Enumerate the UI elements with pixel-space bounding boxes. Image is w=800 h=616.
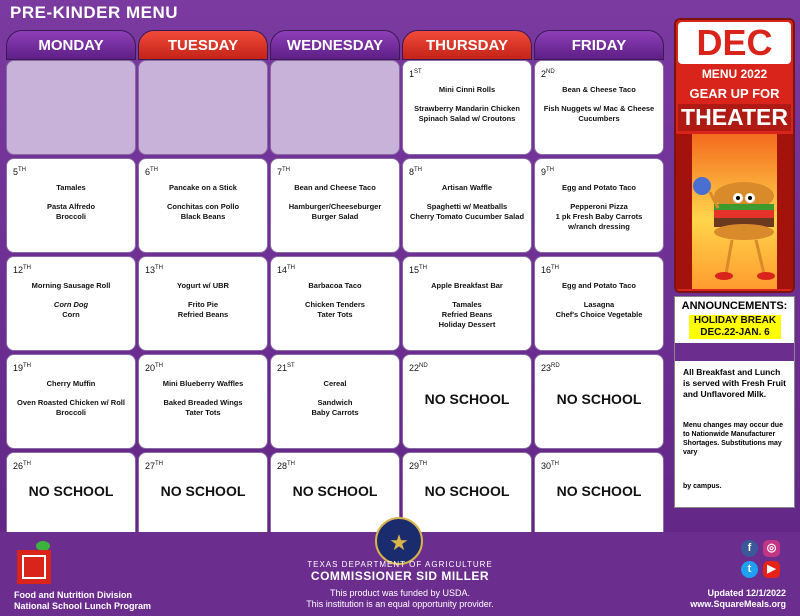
menu-item: Corn <box>62 310 80 319</box>
day-cell <box>534 60 664 155</box>
date-number: 26TH <box>13 461 32 471</box>
menu-items <box>275 183 395 222</box>
menu-item: Cherry Tomato Cucumber Salad <box>409 212 525 221</box>
menu-item: Egg and Potato Taco <box>561 183 637 192</box>
menu-item: Baby Carrots <box>311 408 359 417</box>
menu-item: Tamales <box>452 300 482 309</box>
menu-item: Yogurt w/ UBR <box>177 281 229 290</box>
no-school-label: NO SCHOOL <box>424 483 510 499</box>
menu-items <box>539 85 659 124</box>
date-number: 20TH <box>145 363 164 373</box>
menu-items <box>143 379 263 418</box>
day-header-friday: FRIDAY <box>534 30 664 60</box>
usda-note: This product was funded by USDA. <box>329 588 471 598</box>
menu-item: Mini Blueberry Waffles <box>162 379 244 388</box>
program-name: National School Lunch Program <box>14 601 152 611</box>
menu-item: Frito Pie <box>187 300 218 309</box>
day-cell <box>534 354 664 449</box>
divider <box>675 343 794 361</box>
day-cell <box>138 60 268 155</box>
change-note: Menu changes may occur due to Nationwide Manufacturer Shortages. Substitutions may vary <box>683 422 783 456</box>
day-cell <box>6 60 136 155</box>
day-header-wednesday: WEDNESDAY <box>270 30 400 60</box>
date-number: 30TH <box>541 461 560 471</box>
day-header-thursday: THURSDAY <box>402 30 532 60</box>
instagram-icon[interactable]: ◎ <box>763 540 780 557</box>
date-number: 28TH <box>277 461 296 471</box>
menu-item: Tater Tots <box>317 310 353 319</box>
theme-panel <box>674 18 795 293</box>
menu-item: Lasagna <box>583 300 615 309</box>
menu-item: Oven Roasted Chicken w/ Roll <box>17 398 125 407</box>
day-cell <box>402 256 532 351</box>
campus-note: by campus. <box>683 483 722 490</box>
announcements-box <box>674 296 795 508</box>
date-number: 13TH <box>145 265 164 275</box>
date-number: 19TH <box>13 363 32 373</box>
date-number: 29TH <box>409 461 428 471</box>
date-number: 23RD <box>541 363 560 373</box>
department-name: TEXAS DEPARTMENT OF AGRICULTURE <box>307 560 493 569</box>
date-number: 6TH <box>145 167 159 177</box>
no-school-label: NO SCHOOL <box>556 391 642 407</box>
menu-item: Black Beans <box>180 212 226 221</box>
menu-item: Pancake on a Stick <box>169 183 237 192</box>
menu-item: Sandwich <box>317 398 353 407</box>
day-cell <box>270 60 400 155</box>
menu-item: w/ranch dressing <box>568 222 630 231</box>
date-number: 1ST <box>409 69 422 79</box>
no-school-label: NO SCHOOL <box>292 483 378 499</box>
holiday-break-dates: DEC.22-JAN. 6 <box>689 327 781 339</box>
menu-item: Strawberry Mandarin Chicken <box>414 104 520 113</box>
menu-item: Apple Breakfast Bar <box>431 281 503 290</box>
menu-item: Chicken Tenders <box>305 300 365 309</box>
menu-item: Hamburger/Cheeseburger <box>288 202 382 211</box>
menu-items <box>407 85 527 124</box>
no-school-label: NO SCHOOL <box>556 483 642 499</box>
day-cell <box>270 256 400 351</box>
menu-item: Pepperoni Pizza <box>570 202 628 211</box>
theme-text: THEATER <box>678 104 791 131</box>
menu-item: Cucumbers <box>578 114 620 123</box>
day-cell <box>270 354 400 449</box>
menu-item: Tater Tots <box>185 408 221 417</box>
day-cell <box>270 158 400 253</box>
holiday-break-label: HOLIDAY BREAK <box>689 315 781 327</box>
menu-items <box>143 183 263 222</box>
menu-items <box>407 281 527 330</box>
sidebar <box>674 18 795 508</box>
menu-item: Bean and Cheese Taco <box>294 183 376 192</box>
menu-items <box>275 281 395 320</box>
date-number: 12TH <box>13 265 32 275</box>
page-title: PRE-KINDER MENU <box>10 3 179 22</box>
menu-year: MENU 2022 <box>701 67 768 81</box>
day-cell <box>6 354 136 449</box>
day-cell <box>138 256 268 351</box>
menu-item: Spinach Salad w/ Croutons <box>418 114 516 123</box>
milk-note: All Breakfast and Lunch is served with Fresh Fruit and Unflavored Milk. <box>683 367 786 399</box>
menu-item: Fish Nuggets w/ Mac & Cheese <box>543 104 655 113</box>
menu-items <box>11 183 131 222</box>
day-header-tuesday: TUESDAY <box>138 30 268 60</box>
menu-item: Mini Cinni Rolls <box>438 85 496 94</box>
menu-item: Bean & Cheese Taco <box>562 85 636 94</box>
date-number: 16TH <box>541 265 560 275</box>
date-number: 9TH <box>541 167 555 177</box>
division-name: Food and Nutrition Division <box>14 590 132 600</box>
day-cell <box>402 354 532 449</box>
date-number: 27TH <box>145 461 164 471</box>
menu-item: Burger Salad <box>311 212 359 221</box>
date-number: 5TH <box>13 167 27 177</box>
menu-items <box>407 183 527 222</box>
no-school-label: NO SCHOOL <box>424 391 510 407</box>
no-school-label: NO SCHOOL <box>160 483 246 499</box>
curtain-right <box>777 134 793 289</box>
menu-item: Egg and Potato Taco <box>561 281 637 290</box>
menu-item: Pasta Alfredo <box>46 202 96 211</box>
menu-items <box>539 183 659 232</box>
date-number: 21ST <box>277 363 295 373</box>
menu-items <box>11 281 131 320</box>
menu-item: Cereal <box>323 379 347 388</box>
no-school-label: NO SCHOOL <box>28 483 114 499</box>
menu-item: 1 pk Fresh Baby Carrots <box>555 212 643 221</box>
date-number: 22ND <box>409 363 428 373</box>
gear-up-text: GEAR UP FOR <box>689 86 780 101</box>
website-link[interactable]: www.SquareMeals.org <box>690 599 786 609</box>
menu-items <box>539 281 659 320</box>
equal-opportunity-note: This institution is an equal opportunity provider. <box>306 599 494 609</box>
menu-item: Refried Beans <box>441 310 493 319</box>
menu-item: Holiday Dessert <box>438 320 496 329</box>
day-cell <box>402 60 532 155</box>
menu-items <box>11 379 131 418</box>
date-number: 14TH <box>277 265 296 275</box>
facebook-icon[interactable]: f <box>741 540 758 557</box>
day-cell <box>6 256 136 351</box>
menu-item: Cherry Muffin <box>46 379 96 388</box>
day-cell <box>534 256 664 351</box>
footer <box>0 532 800 616</box>
state-seal-icon: ★ <box>375 517 423 565</box>
date-number: 15TH <box>409 265 428 275</box>
updated-date: Updated 12/1/2022 <box>707 588 786 598</box>
day-header-monday: MONDAY <box>6 30 136 60</box>
menu-item: Spaghetti w/ Meatballs <box>426 202 508 211</box>
menu-item: Chef's Choice Vegetable <box>555 310 643 319</box>
month-label: DEC <box>678 22 791 64</box>
date-number: 7TH <box>277 167 291 177</box>
date-number: 2ND <box>541 69 555 79</box>
day-cell <box>402 158 532 253</box>
menu-items <box>143 281 263 320</box>
menu-item: Broccoli <box>55 212 86 221</box>
commissioner-name: COMMISSIONER SID MILLER <box>310 569 490 583</box>
menu-item: Barbacoa Taco <box>308 281 362 290</box>
menu-item: Artisan Waffle <box>441 183 493 192</box>
menu-items <box>275 379 395 418</box>
menu-item: Morning Sausage Roll <box>31 281 111 290</box>
curtain-left <box>676 134 692 289</box>
day-cell <box>6 158 136 253</box>
day-cell <box>138 354 268 449</box>
menu-item: Conchitas con Pollo <box>166 202 240 211</box>
date-number: 8TH <box>409 167 423 177</box>
menu-item: Broccoli <box>55 408 86 417</box>
stage-illustration <box>680 134 789 289</box>
twitter-icon[interactable]: t <box>741 561 758 578</box>
menu-item: Baked Breaded Wings <box>163 398 243 407</box>
day-cell <box>534 158 664 253</box>
burger-mascot-icon <box>680 134 789 289</box>
menu-item: Corn Dog <box>53 300 89 309</box>
day-cell <box>138 158 268 253</box>
announcements-title: ANNOUNCEMENTS: <box>681 300 788 312</box>
menu-item: Tamales <box>56 183 86 192</box>
menu-item: Refried Beans <box>177 310 229 319</box>
youtube-icon[interactable]: ▶ <box>763 561 780 578</box>
